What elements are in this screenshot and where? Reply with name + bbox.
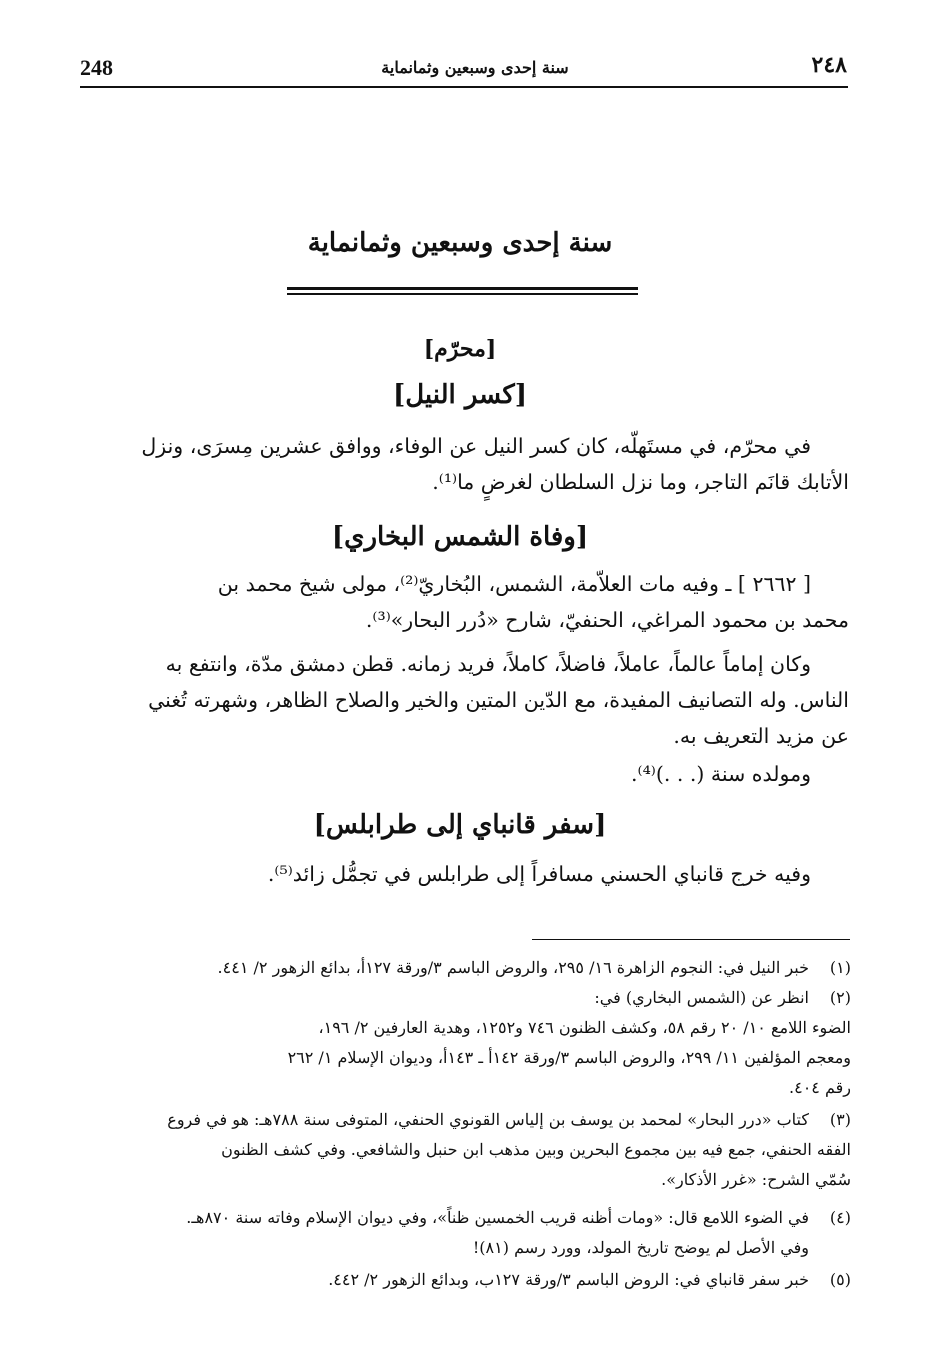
section-heading-nile: [كسر النيل]	[392, 380, 528, 410]
paragraph-bukhari-birth: ومولده سنة (. . .)⁽⁴⁾.	[631, 762, 811, 786]
footnote-text: انظر عن (الشمس البخاري) في:	[594, 988, 809, 1007]
footnote-text: كتاب «درر البحار» لمحمد بن يوسف بن إلياس القونوي الحنفي، المتوفى سنة ٧٨٨هـ: هو في فروع	[167, 1110, 809, 1129]
text-line: وكان إماماً عالماً، عاملاً، فاضلاً، كاملاً، فريد زمانه. قطن دمشق مدّة، وانتفع به	[165, 652, 811, 676]
footnote-text: رقم ٤٠٤.	[789, 1078, 851, 1097]
footnote-1	[81, 953, 851, 983]
footnote-3	[81, 1105, 851, 1195]
month-heading: [محرّم]	[423, 336, 497, 362]
footnote-number: (٥)	[829, 1270, 851, 1289]
text-line: [ ٢٦٦٢ ] ـ وفيه مات العلاّمة، الشمس، البُخاريّ⁽²⁾، مولى شيخ محمد بن	[217, 572, 811, 596]
text-line: محمد بن محمود المراغي، الحنفيّ، شارح «دُرر البحار»⁽³⁾.	[365, 608, 849, 632]
footnote-2	[81, 983, 851, 1103]
paragraph-bukhari-entry	[79, 566, 849, 638]
chapter-title: سنة إحدى وسبعين وثمانماية	[307, 228, 613, 258]
footnote-rule	[532, 939, 850, 940]
footnote-text: الفقه الحنفي، جمع فيه بين مجموع البحرين وبين مذهب ابن حنبل والشافعي. وفي كشف الظنون	[221, 1140, 851, 1159]
paragraph-qanibay: وفيه خرج قانباي الحسني مسافراً إلى طرابلس في تجمُّل زائد⁽⁵⁾.	[267, 862, 811, 886]
page-number-latin: 248	[80, 55, 113, 80]
footnote-text: سُمّي الشرح: «غرر الأذكار».	[661, 1170, 851, 1189]
running-title: سنة إحدى وسبعين وثمانماية	[381, 58, 569, 77]
paragraph-bukhari-bio	[79, 646, 849, 754]
header-rule	[80, 86, 848, 88]
text-line: في محرّم، في مستَهلّه، كان كسر النيل عن الوفاء، ووافق عشرين مِسرَى، ونزل	[141, 434, 811, 458]
footnote-text: الضوء اللامع ١٠/ ٢٠ رقم ٥٨، وكشف الظنون ٧٤٦ و١٢٥٢، وهدية العارفين ٢/ ١٩٦،	[318, 1018, 851, 1037]
footnote-text: خبر النيل في: النجوم الزاهرة ١٦/ ٢٩٥، والروض الباسم ٣/ورقة ١٢٧أ، بدائع الزهور ٢/ ٤٤١.	[217, 958, 809, 977]
text-line: عن مزيد التعريف به.	[673, 724, 849, 748]
paragraph-nile	[79, 428, 849, 500]
footnote-text: خبر سفر قانباي في: الروض الباسم ٣/ورقة ١٢٧ب، وبدائع الزهور ٢/ ٤٤٢.	[328, 1270, 809, 1289]
title-rule-thin	[287, 293, 638, 295]
footnote-text: ومعجم المؤلفين ١١/ ٢٩٩، والروض الباسم ٣/ورقة ١٤٢أ ـ ١٤٣أ، وديوان الإسلام ١/ ٢٦٢	[287, 1048, 851, 1067]
text-line: الناس. وله التصانيف المفيدة، مع الدّين المتين والخير والصلاح الظاهر، وشهرته تُغني	[148, 688, 849, 712]
footnote-number: (٢)	[829, 988, 851, 1007]
section-heading-qanibay: [سفر قانباي إلى طرابلس]	[313, 810, 607, 840]
footnote-text: وفي الأصل لم يوضح تاريخ المولد، وورد رسم (٨١)!	[472, 1238, 809, 1257]
section-heading-bukhari: [وفاة الشمس البخاري]	[331, 522, 589, 552]
footnote-5	[81, 1265, 851, 1295]
footnote-number: (٣)	[829, 1110, 851, 1129]
footnote-text: في الضوء اللامع قال: «ومات أظنه قريب الخمسين ظناً»، وفي ديوان الإسلام وفاته سنة ٨٧٠هـ.	[186, 1208, 809, 1227]
footnote-number: (١)	[829, 958, 851, 977]
title-rule-thick	[287, 287, 638, 290]
footnote-number: (٤)	[829, 1208, 851, 1227]
footnote-4	[81, 1203, 851, 1263]
text-line: الأتابك قانَم التاجر، وما نزل السلطان لغرضٍ ما⁽¹⁾.	[432, 470, 849, 494]
page-number-arabic: ٢٤٨	[811, 52, 847, 78]
